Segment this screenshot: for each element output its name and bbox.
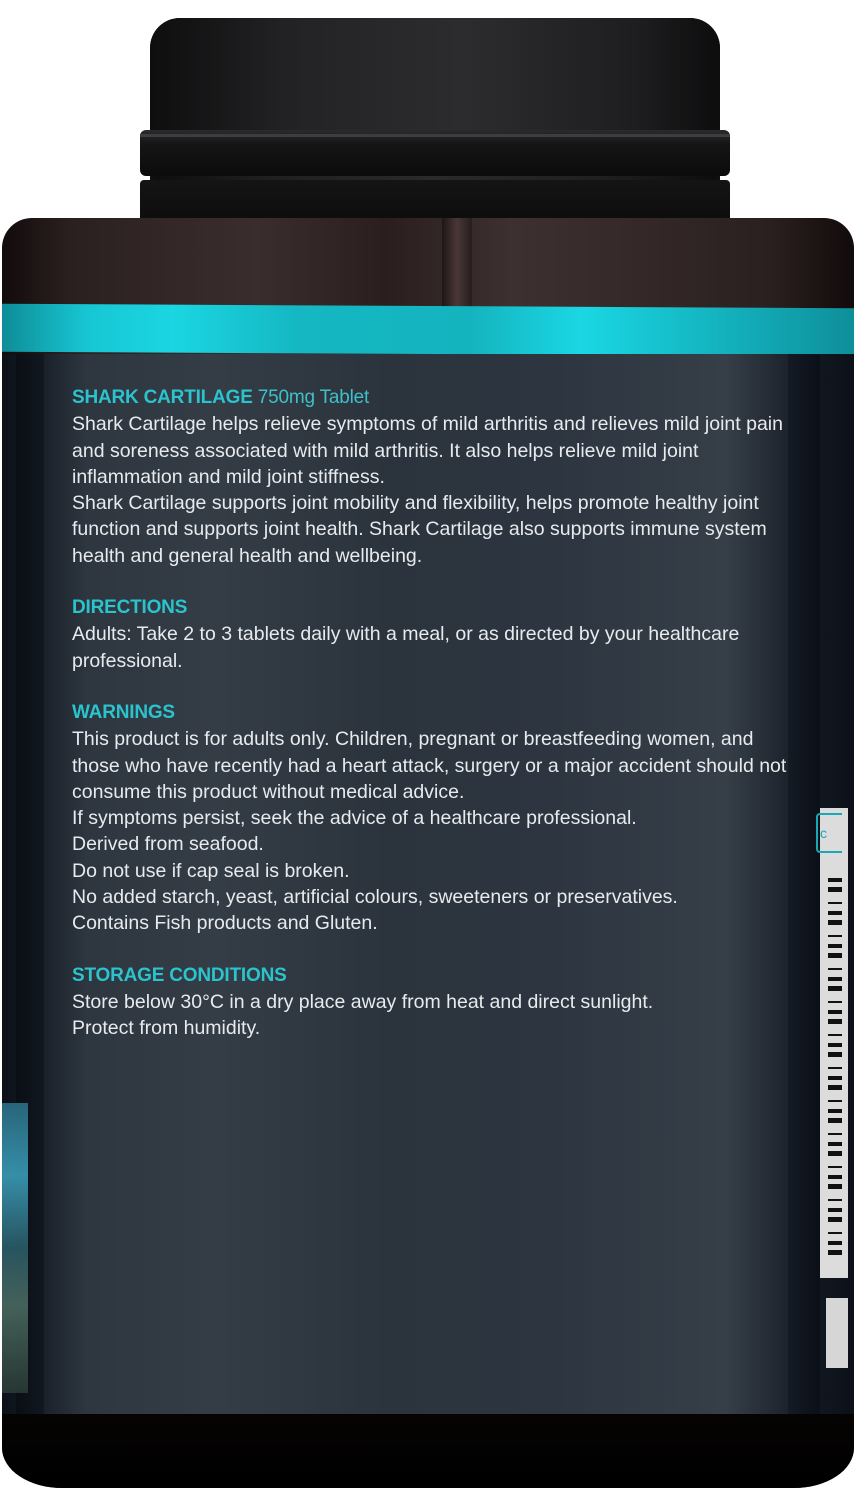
intro-paragraph-2: Shark Cartilage supports joint mobility and flexibility, helps promote healthy joint function and supports joint health. Shark Cartilage also supports immune system health and general health and wellbeing.	[72, 492, 767, 567]
section-directions	[72, 595, 792, 674]
warning-line: This product is for adults only. Children, pregnant or breastfeeding women, and those who have recently had a heart attack, surgery or a major accident should not consume this product without medical advice.	[72, 728, 787, 803]
label-edge-right	[788, 354, 820, 1414]
warning-line: If symptoms persist, seek the advice of a healthcare professional.	[72, 807, 637, 830]
brand-logo-icon: c	[816, 813, 842, 853]
cap-top	[150, 18, 720, 130]
cap-ridge	[140, 130, 730, 176]
section-storage	[72, 963, 792, 1042]
barcode-icon	[828, 878, 842, 1258]
bottle-cap	[150, 18, 720, 228]
storage-heading: STORAGE CONDITIONS	[72, 964, 287, 986]
directions-text: Adults: Take 2 to 3 tablets daily with a meal, or as directed by your healthcare professional.	[72, 623, 740, 672]
side-ocean-photo	[2, 1103, 28, 1393]
cap-ridge-line	[140, 134, 730, 137]
storage-line: Protect from humidity.	[72, 1017, 261, 1040]
label-text	[72, 385, 792, 1068]
warning-line: No added starch, yeast, artificial colours, sweeteners or preservatives.	[72, 886, 678, 909]
warning-line: Derived from seafood.	[72, 833, 264, 856]
warnings-heading: WARNINGS	[72, 701, 175, 723]
storage-line: Store below 30°C in a dry place away from heat and direct sunlight.	[72, 990, 654, 1013]
intro-paragraph-1: Shark Cartilage helps relieve symptoms of mild arthritis and relieves mild joint pain and soreness associated with mild arthritis. It also helps relieve mild joint inflammation and mild joint stiffness.	[72, 413, 783, 488]
bottle-base	[2, 1414, 854, 1488]
warning-line: Contains Fish products and Gluten.	[72, 912, 378, 935]
teal-band	[2, 304, 854, 356]
shoulder-highlight	[442, 218, 472, 318]
product-strength: 750mg Tablet	[257, 387, 370, 408]
section-warnings	[72, 700, 792, 937]
directions-heading: DIRECTIONS	[72, 597, 188, 619]
section-intro	[72, 385, 792, 569]
warning-line: Do not use if cap seal is broken.	[72, 859, 350, 882]
side-panel-lower	[826, 1298, 848, 1368]
product-title	[72, 385, 792, 411]
product-name: SHARK CARTILAGE	[72, 387, 253, 408]
